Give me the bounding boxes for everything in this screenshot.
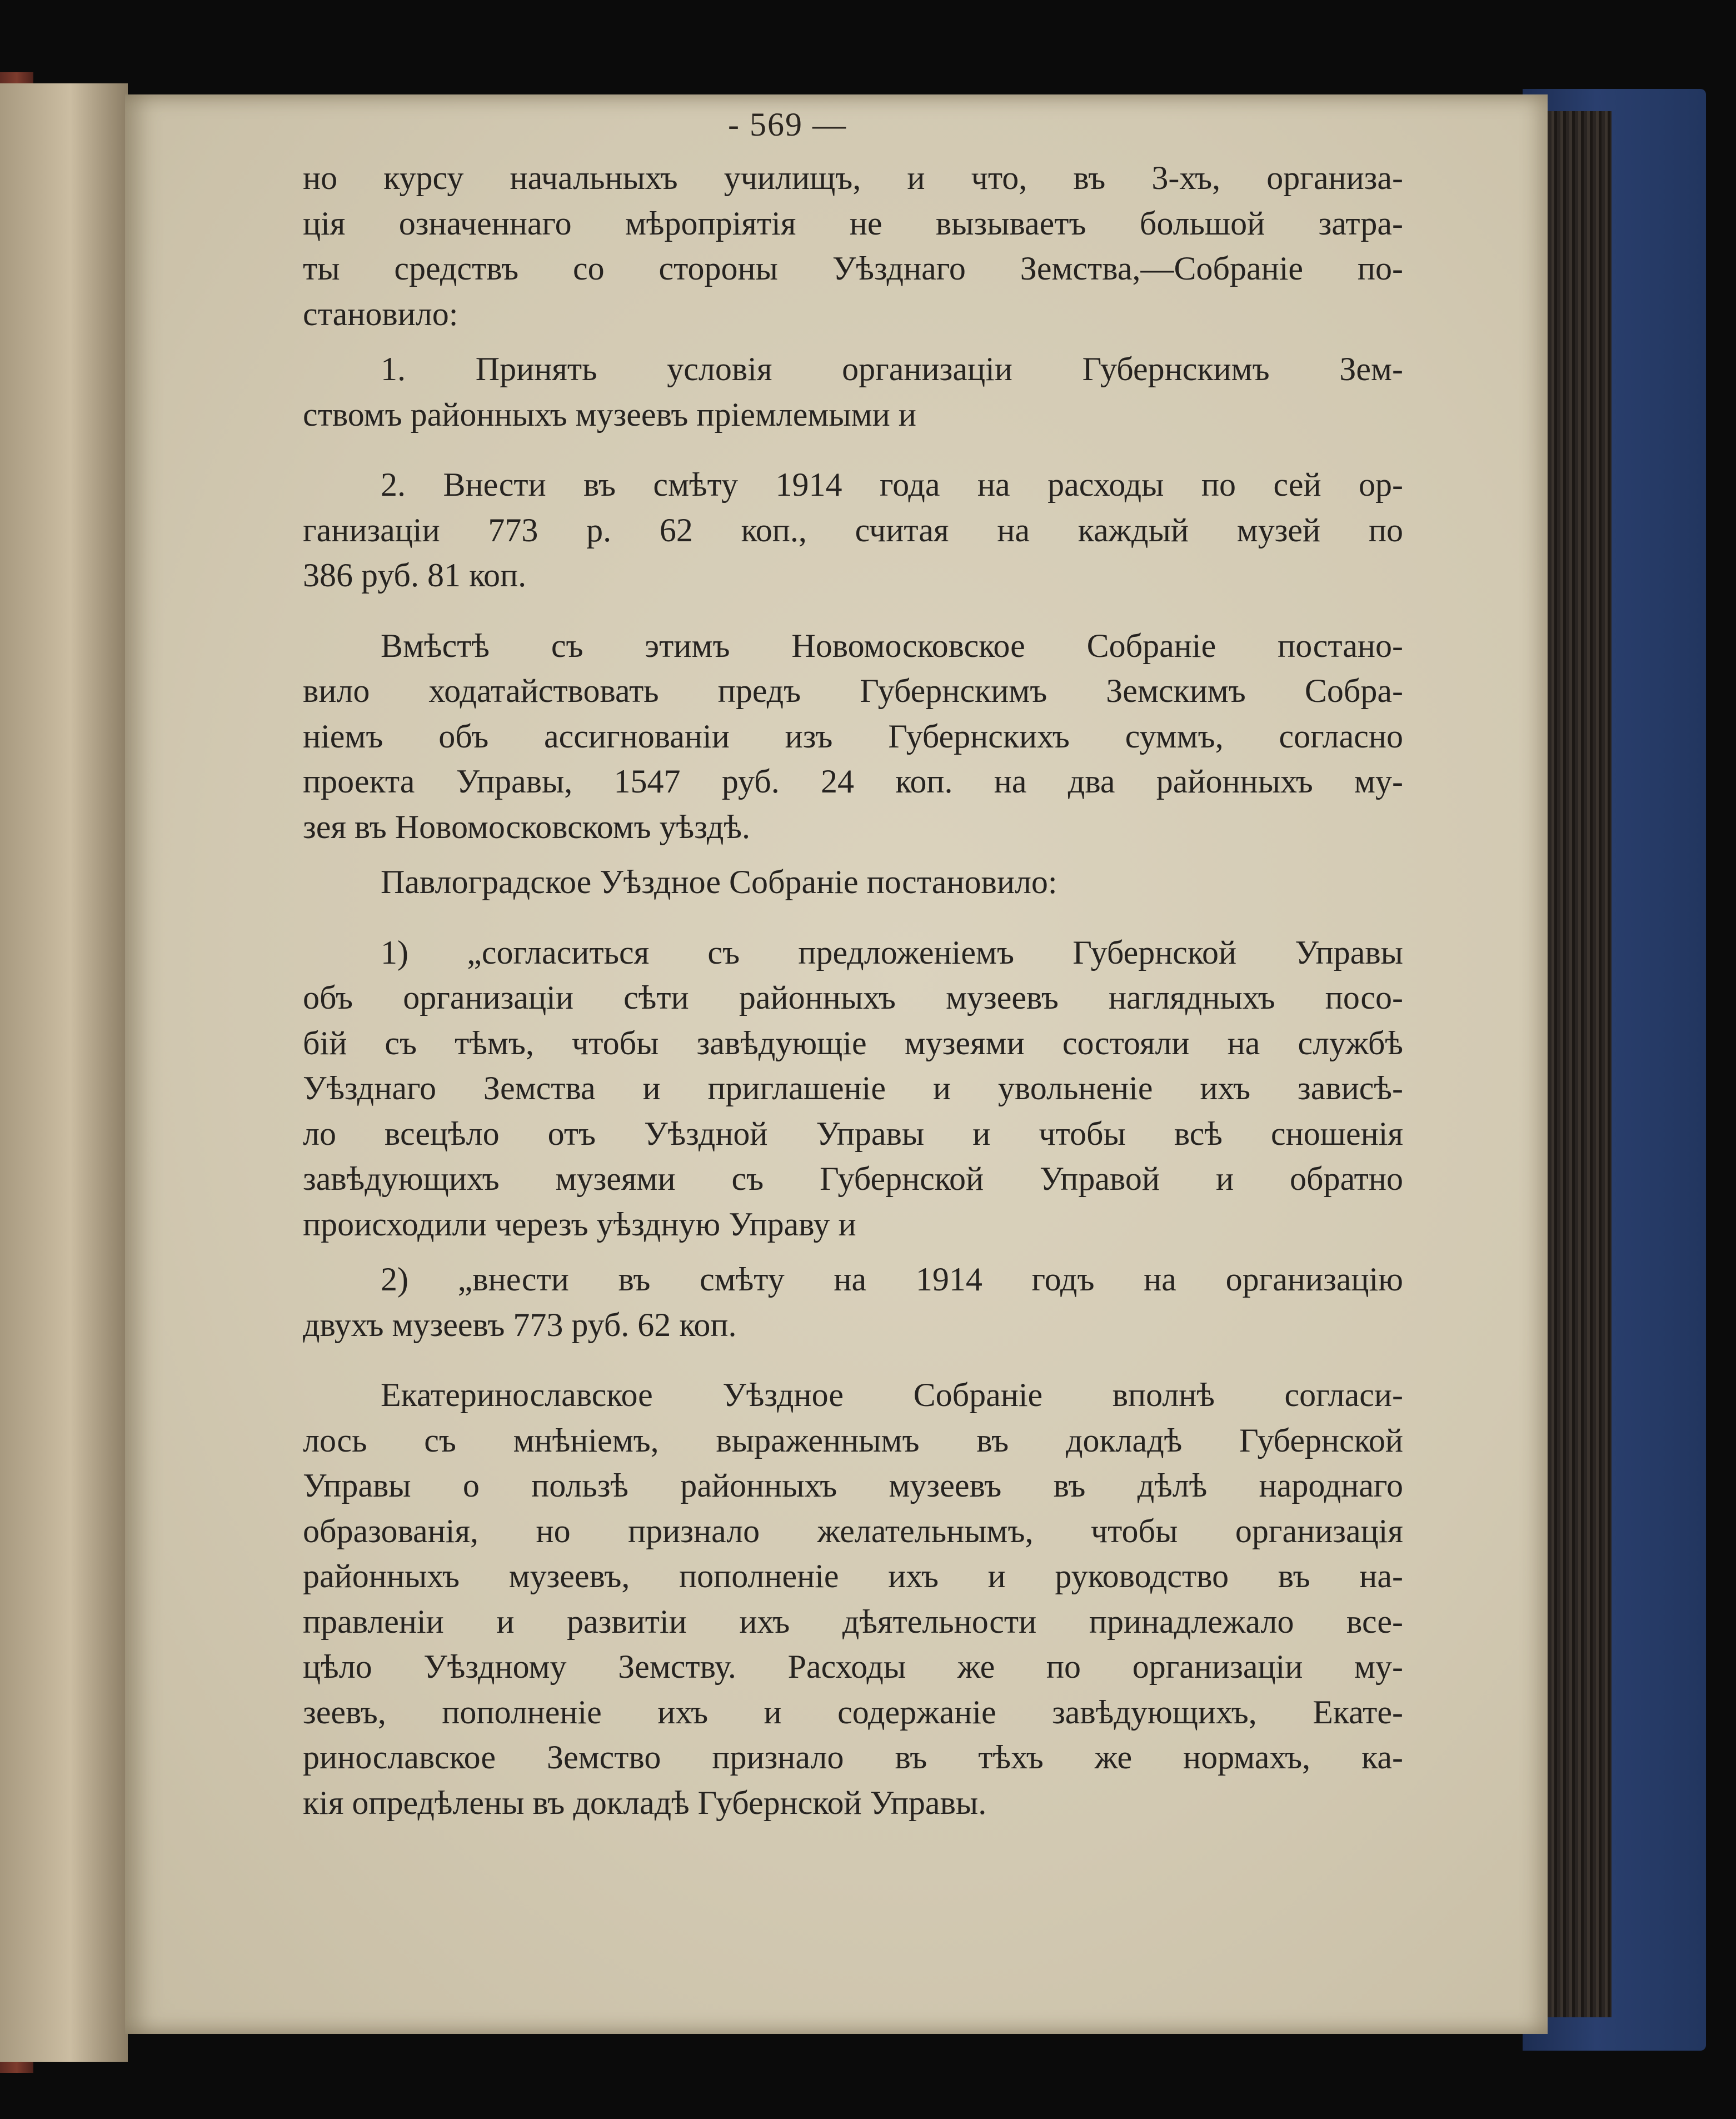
text-line: цѣло Уѣздному Земству. Расходы же по организаціи му- (303, 1648, 1403, 1685)
text-line: двухъ музеевъ 773 руб. 62 коп. (303, 1306, 737, 1343)
text-line: Вмѣстѣ съ этимъ Новомосковское Собраніе постано- (381, 627, 1403, 664)
paragraph-1 (303, 156, 1403, 337)
paragraph-3 (303, 462, 1403, 599)
text-line: но курсу начальныхъ училищъ, и что, въ 3-хъ, организа- (303, 159, 1403, 196)
text-line: завѣдующихъ музеями съ Губернской Управой и обратно (303, 1160, 1403, 1197)
text-line: Уѣзднаго Земства и приглашеніе и увольненіе ихъ зависѣ- (303, 1070, 1403, 1106)
text-line: становило: (303, 295, 458, 332)
text-line: объ организаціи сѣти районныхъ музеевъ наглядныхъ посо- (303, 979, 1403, 1016)
text-line: ствомъ районныхъ музеевъ пріемлемыми и (303, 396, 916, 433)
text-line: 2. Внести въ смѣту 1914 года на расходы по сей ор- (381, 466, 1403, 503)
text-line: ганизаціи 773 р. 62 коп., считая на каждый музей по (303, 511, 1403, 549)
text-line: вило ходатайствовать предъ Губернскимъ Земскимъ Собра- (303, 672, 1403, 709)
text-line: происходили черезъ уѣздную Управу и (303, 1205, 856, 1243)
text-line: ты средствъ со стороны Уѣзднаго Земства,—Собраніе по- (303, 250, 1403, 287)
text-line: 2) „внести въ смѣту на 1914 годъ на организацію (381, 1261, 1403, 1298)
paragraph-6 (303, 930, 1403, 1248)
paragraph-5 (303, 860, 1403, 905)
text-line: ло всецѣло отъ Уѣздной Управы и чтобы всѣ сношенія (303, 1115, 1403, 1152)
paragraph-8 (303, 1373, 1403, 1826)
text-line: Павлоградское Уѣздное Собраніе постановило: (381, 864, 1057, 900)
page-number: - 569 — (728, 106, 847, 143)
text-line: Управы о пользѣ районныхъ музеевъ въ дѣлѣ народнаго (303, 1467, 1403, 1504)
page-text (303, 156, 1403, 1826)
text-line: районныхъ музеевъ, пополненіе ихъ и руководство въ на- (303, 1558, 1403, 1594)
text-line: 386 руб. 81 коп. (303, 557, 527, 594)
text-line: 1) „согласиться съ предложеніемъ Губернской Управы (381, 934, 1403, 971)
text-line: образованія, но признало желательнымъ, чтобы организація (303, 1512, 1403, 1549)
text-line: 1. Принять условія организаціи Губернскимъ Зем- (381, 351, 1403, 387)
text-line: Екатеринославское Уѣздное Собраніе вполнѣ согласи- (381, 1377, 1403, 1413)
text-line: ніемъ объ ассигнованіи изъ Губернскихъ суммъ, согласно (303, 717, 1403, 755)
paragraph-4 (303, 624, 1403, 850)
text-line: лось съ мнѣніемъ, выраженнымъ въ докладѣ Губернской (303, 1422, 1403, 1459)
text-line: бій съ тѣмъ, чтобы завѣдующіе музеями состояли на службѣ (303, 1024, 1403, 1061)
text-line: правленіи и развитіи ихъ дѣятельности принадлежало все- (303, 1603, 1403, 1640)
text-line: ція означеннаго мѣропріятія не вызываетъ большой затра- (303, 205, 1403, 242)
text-line: зея въ Новомосковскомъ уѣздѣ. (303, 808, 750, 845)
text-line: зеевъ, пополненіе ихъ и содержаніе завѣдующихъ, Екате- (303, 1693, 1403, 1731)
page-block-edge (1539, 111, 1612, 2017)
paragraph-7 (303, 1257, 1403, 1348)
text-line: проекта Управы, 1547 руб. 24 коп. на два районныхъ му- (303, 763, 1403, 800)
text-line: ринославское Земство признало въ тѣхъ же нормахъ, ка- (303, 1739, 1403, 1776)
facing-page-edge (0, 83, 128, 2062)
text-line: кія опредѣлены въ докладѣ Губернской Управы. (303, 1784, 987, 1821)
paragraph-2 (303, 347, 1403, 437)
